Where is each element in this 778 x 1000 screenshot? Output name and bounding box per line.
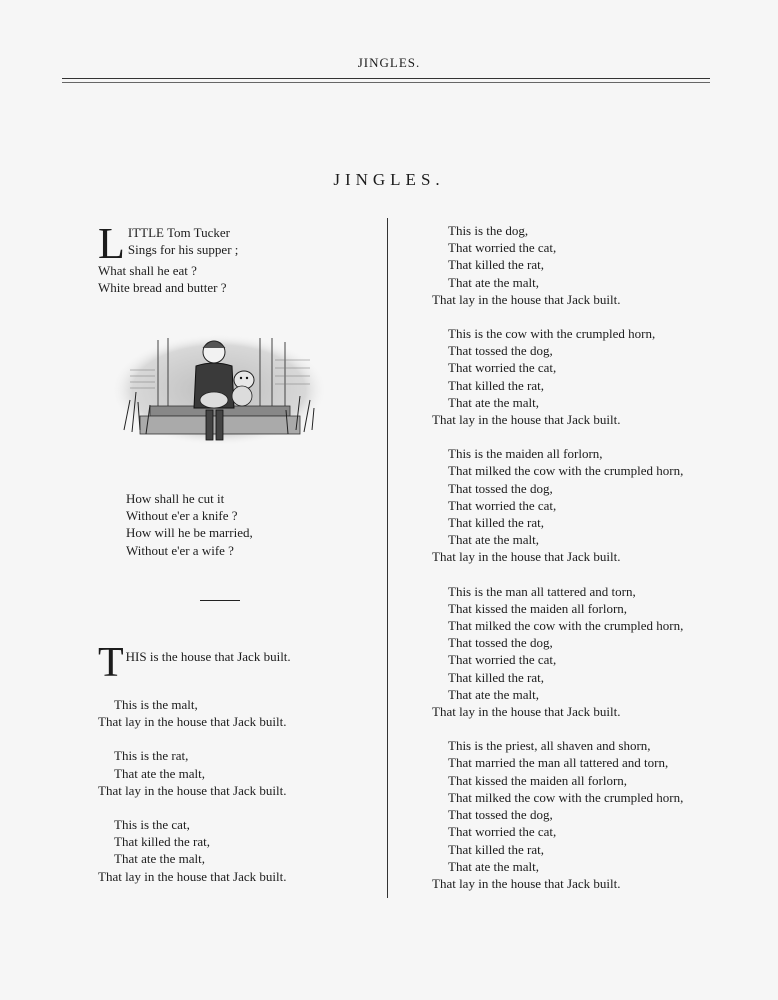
- verse-line: How will he be married,: [126, 525, 253, 541]
- verse-line: How shall he cut it: [126, 491, 225, 506]
- verse-line: That lay in the house that Jack built.: [432, 875, 621, 891]
- verse-line: That worried the cat,: [448, 652, 557, 668]
- dropcap-l: L: [98, 219, 125, 268]
- verse-line: That lay in the house that Jack built.: [98, 714, 287, 730]
- verse-line: That ate the malt,: [448, 274, 539, 290]
- verse-line: That ate the malt,: [448, 532, 539, 548]
- boy-with-dog-illustration: [110, 330, 328, 448]
- verse-line: That killed the rat,: [448, 257, 545, 273]
- page-title: JINGLES.: [333, 170, 445, 189]
- column-divider: [387, 218, 388, 898]
- verse-line: That killed the rat,: [448, 841, 545, 857]
- verse-line: Without e'er a wife ?: [126, 542, 234, 558]
- verse-line: That tossed the dog,: [448, 807, 553, 823]
- verse-line: That lay in the house that Jack built.: [432, 704, 621, 720]
- tucker-stanza: [98, 219, 368, 296]
- house-stanza: [98, 816, 368, 885]
- house-stanza: [432, 325, 732, 428]
- verse-line: That kissed the maiden all forlorn,: [448, 772, 628, 788]
- verse-line: That tossed the dog,: [448, 480, 553, 496]
- verse-line: That tossed the dog,: [448, 343, 553, 359]
- verse-line: This is the maiden all forlorn,: [448, 446, 603, 462]
- verse-line: This is the man all tattered and torn,: [448, 583, 636, 599]
- verse-line: That worried the cat,: [448, 240, 557, 256]
- house-stanza: [432, 445, 732, 565]
- verse-line: That killed the rat,: [114, 834, 211, 850]
- verse-line: That ate the malt,: [448, 394, 539, 410]
- house-stanza: [98, 696, 368, 730]
- tucker-second-stanza: [126, 490, 253, 559]
- verse-line: This is the rat,: [114, 748, 189, 764]
- verse-line: That ate the malt,: [448, 686, 539, 702]
- house-left-column: [98, 646, 368, 902]
- verse-line: What shall he eat ?: [98, 263, 197, 278]
- verse-line: That lay in the house that Jack built.: [98, 782, 287, 798]
- running-head: JINGLES.: [357, 55, 421, 70]
- verse-line: This is the priest, all shaven and shorn,: [448, 738, 651, 754]
- verse-line: This is the cat,: [114, 817, 190, 833]
- header-rule-thin: [62, 82, 710, 83]
- verse-line: That worried the cat,: [448, 360, 557, 376]
- house-stanza: [432, 583, 732, 721]
- verse-line: This is the cow with the crumpled horn,: [448, 326, 656, 342]
- left-column: [98, 219, 368, 296]
- verse-line: This is the malt,: [114, 697, 198, 712]
- verse-line: That milked the cow with the crumpled horn,: [448, 789, 684, 805]
- verse-line: That worried the cat,: [448, 497, 557, 513]
- verse-line: ITTLE Tom Tucker: [127, 225, 231, 240]
- verse-line: That milked the cow with the crumpled horn,: [448, 463, 684, 479]
- verse-line: That milked the cow with the crumpled horn,: [448, 618, 684, 634]
- house-stanza: [432, 737, 732, 892]
- right-column: [432, 222, 732, 909]
- verse-line: This is the dog,: [448, 223, 529, 238]
- dropcap-t: T: [98, 646, 124, 680]
- verse-line: That lay in the house that Jack built.: [432, 412, 621, 428]
- verse-line: That ate the malt,: [448, 858, 539, 874]
- verse-line: That tossed the dog,: [448, 635, 553, 651]
- header-rule: [62, 78, 710, 79]
- house-stanza: [98, 747, 368, 799]
- verse-line: That ate the malt,: [114, 765, 205, 781]
- verse-line: That lay in the house that Jack built.: [432, 291, 621, 307]
- verse-line: That killed the rat,: [448, 669, 545, 685]
- verse-line: Sings for his supper ;: [127, 242, 239, 258]
- verse-line: That ate the malt,: [114, 851, 205, 867]
- verse-line: That lay in the house that Jack built.: [98, 868, 287, 884]
- verse-line: HIS is the house that Jack built.: [125, 649, 291, 664]
- house-stanza: [432, 222, 732, 308]
- verse-line: That killed the rat,: [448, 377, 545, 393]
- verse-line: That lay in the house that Jack built.: [432, 549, 621, 565]
- verse-line: That kissed the maiden all forlorn,: [448, 600, 628, 616]
- verse-line: That worried the cat,: [448, 824, 557, 840]
- verse-line: Without e'er a knife ?: [126, 508, 238, 524]
- verse-line: That married the man all tattered and torn,: [448, 755, 669, 771]
- house-intro: [98, 646, 368, 680]
- verse-line: That killed the rat,: [448, 515, 545, 531]
- section-rule: [200, 600, 240, 601]
- verse-line: White bread and butter ?: [98, 280, 227, 296]
